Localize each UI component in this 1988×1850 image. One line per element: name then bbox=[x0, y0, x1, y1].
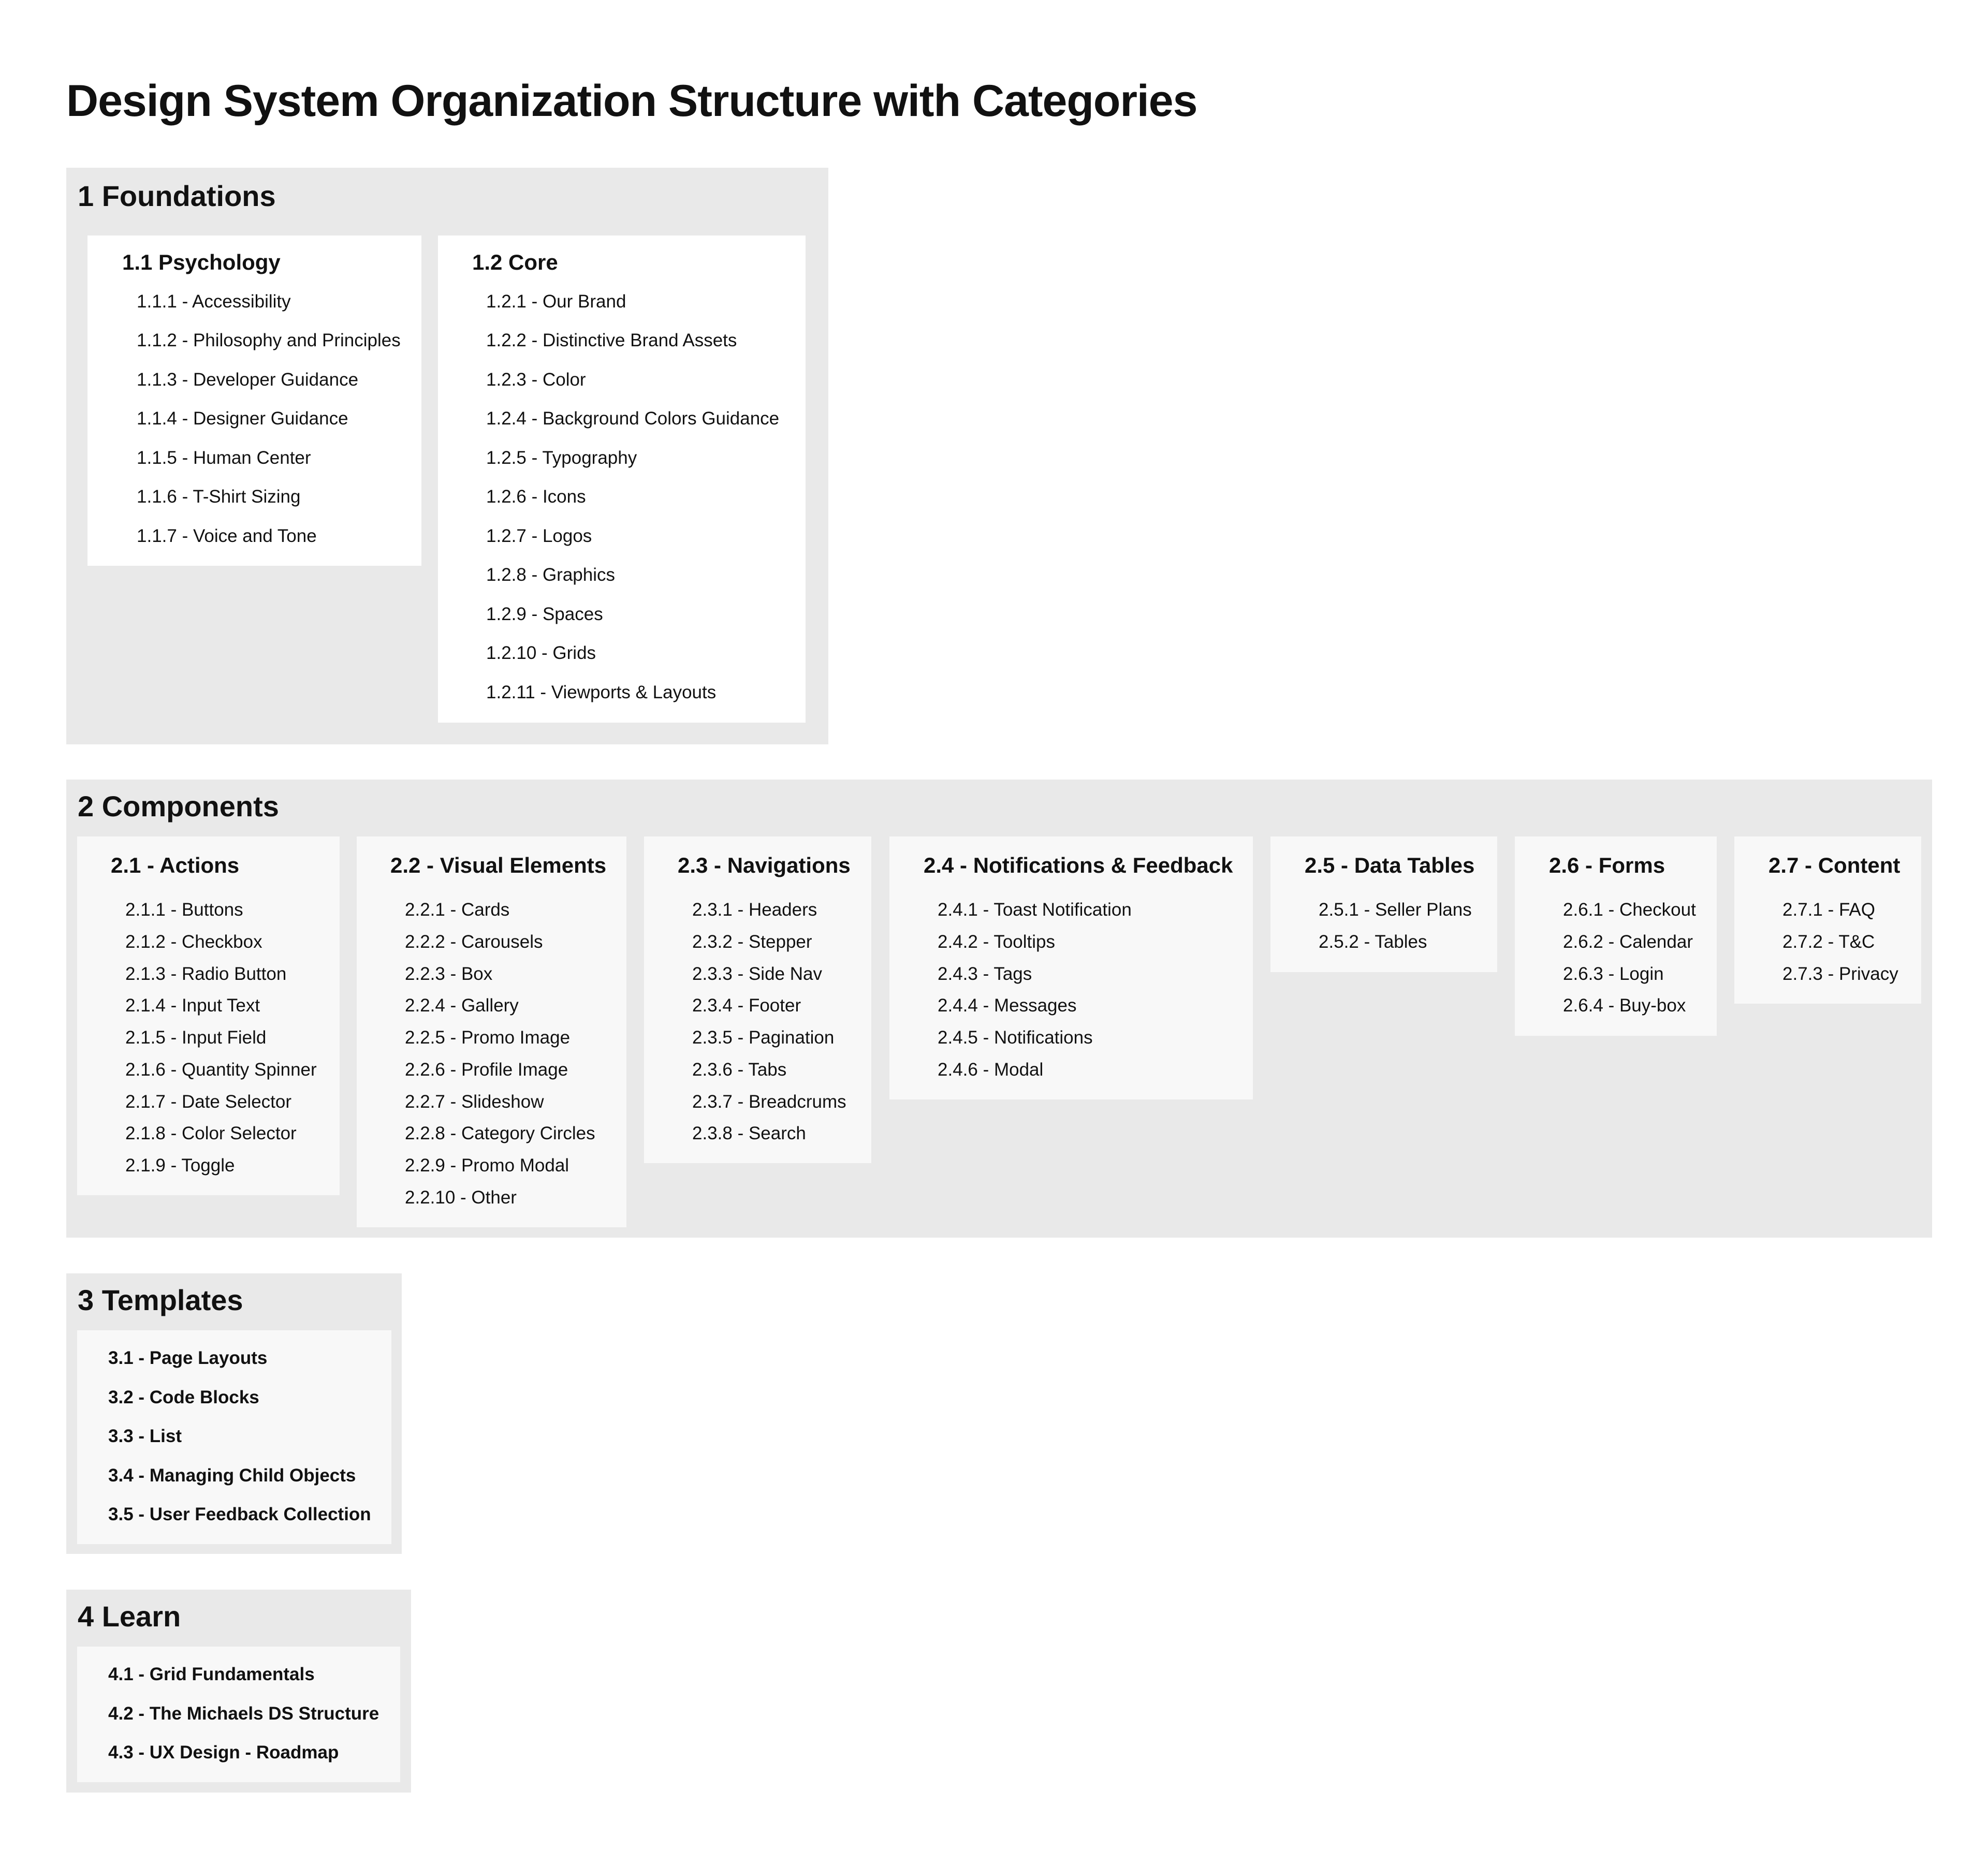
section-templates bbox=[66, 1273, 402, 1554]
section-components bbox=[66, 780, 1932, 1238]
list-item[interactable]: 2.2.7 - Slideshow bbox=[405, 1092, 544, 1112]
list-item[interactable]: 2.2.6 - Profile Image bbox=[405, 1060, 568, 1080]
list-item[interactable]: 2.2.10 - Other bbox=[405, 1187, 517, 1208]
list-item[interactable]: 2.6.2 - Calendar bbox=[1563, 932, 1693, 952]
list-item[interactable]: 2.3.1 - Headers bbox=[692, 900, 817, 920]
list-item[interactable]: 4.2 - The Michaels DS Structure bbox=[108, 1704, 379, 1724]
list-item[interactable]: 2.4.2 - Tooltips bbox=[938, 932, 1055, 952]
page-title: Design System Organization Structure with Categories bbox=[66, 76, 1197, 126]
list-item[interactable]: 1.1.7 - Voice and Tone bbox=[137, 526, 317, 546]
section-title: 4 Learn bbox=[78, 1600, 181, 1633]
group-title: 2.3 - Navigations bbox=[678, 853, 851, 877]
group-title: 2.7 - Content bbox=[1768, 853, 1901, 877]
list-item[interactable]: 1.2.10 - Grids bbox=[486, 643, 596, 663]
group-content bbox=[1734, 836, 1921, 1004]
list-item[interactable]: 2.5.2 - Tables bbox=[1319, 932, 1427, 952]
list-item[interactable]: 2.4.5 - Notifications bbox=[938, 1027, 1093, 1048]
list-item[interactable]: 2.2.2 - Carousels bbox=[405, 932, 543, 952]
list-item[interactable]: 3.4 - Managing Child Objects bbox=[108, 1465, 356, 1486]
list-item[interactable]: 1.2.3 - Color bbox=[486, 370, 586, 390]
list-item[interactable]: 1.1.5 - Human Center bbox=[137, 448, 311, 468]
group-core bbox=[438, 236, 806, 723]
section-title: 2 Components bbox=[78, 790, 279, 823]
list-item[interactable]: 1.1.1 - Accessibility bbox=[137, 291, 291, 312]
group-notifications-feedback bbox=[889, 836, 1253, 1099]
list-item[interactable]: 3.1 - Page Layouts bbox=[108, 1348, 268, 1368]
list-item[interactable]: 2.5.1 - Seller Plans bbox=[1319, 900, 1472, 920]
list-item[interactable]: 1.2.9 - Spaces bbox=[486, 604, 603, 624]
list-item[interactable]: 2.1.9 - Toggle bbox=[125, 1155, 235, 1176]
group-title: 2.4 - Notifications & Feedback bbox=[924, 853, 1233, 877]
list-item[interactable]: 2.7.3 - Privacy bbox=[1782, 964, 1898, 984]
templates-list bbox=[77, 1330, 391, 1544]
list-item[interactable]: 1.1.3 - Developer Guidance bbox=[137, 370, 359, 390]
group-title: 2.1 - Actions bbox=[111, 853, 240, 877]
section-title: 1 Foundations bbox=[78, 180, 276, 212]
group-title: 1.2 Core bbox=[472, 250, 558, 274]
list-item[interactable]: 2.2.5 - Promo Image bbox=[405, 1027, 571, 1048]
list-item[interactable]: 2.2.9 - Promo Modal bbox=[405, 1155, 569, 1176]
learn-list bbox=[77, 1647, 400, 1782]
list-item[interactable]: 2.4.4 - Messages bbox=[938, 995, 1077, 1016]
list-item[interactable]: 1.1.2 - Philosophy and Principles bbox=[137, 330, 401, 350]
list-item[interactable]: 2.4.3 - Tags bbox=[938, 964, 1032, 984]
list-item[interactable]: 1.2.8 - Graphics bbox=[486, 565, 615, 585]
list-item[interactable]: 2.4.6 - Modal bbox=[938, 1060, 1044, 1080]
list-item[interactable]: 2.1.8 - Color Selector bbox=[125, 1123, 297, 1143]
list-item[interactable]: 2.3.4 - Footer bbox=[692, 995, 801, 1016]
group-visual-elements bbox=[357, 836, 626, 1227]
list-item[interactable]: 2.7.1 - FAQ bbox=[1782, 900, 1875, 920]
list-item[interactable]: 2.3.2 - Stepper bbox=[692, 932, 812, 952]
list-item[interactable]: 2.1.3 - Radio Button bbox=[125, 964, 287, 984]
list-item[interactable]: 2.1.5 - Input Field bbox=[125, 1027, 267, 1048]
list-item[interactable]: 2.2.1 - Cards bbox=[405, 900, 510, 920]
group-title: 2.6 - Forms bbox=[1549, 853, 1665, 877]
list-item[interactable]: 2.2.3 - Box bbox=[405, 964, 493, 984]
list-item[interactable]: 2.3.3 - Side Nav bbox=[692, 964, 822, 984]
list-item[interactable]: 2.3.5 - Pagination bbox=[692, 1027, 835, 1048]
list-item[interactable]: 2.6.1 - Checkout bbox=[1563, 900, 1696, 920]
list-item[interactable]: 2.4.1 - Toast Notification bbox=[938, 900, 1132, 920]
group-title: 2.5 - Data Tables bbox=[1305, 853, 1475, 877]
list-item[interactable]: 2.1.6 - Quantity Spinner bbox=[125, 1060, 317, 1080]
group-title: 2.2 - Visual Elements bbox=[390, 853, 607, 877]
list-item[interactable]: 4.3 - UX Design - Roadmap bbox=[108, 1742, 339, 1763]
list-item[interactable]: 2.2.8 - Category Circles bbox=[405, 1123, 595, 1143]
list-item[interactable]: 1.2.1 - Our Brand bbox=[486, 291, 626, 312]
list-item[interactable]: 2.7.2 - T&C bbox=[1782, 932, 1875, 952]
list-item[interactable]: 2.3.8 - Search bbox=[692, 1123, 806, 1143]
list-item[interactable]: 2.6.3 - Login bbox=[1563, 964, 1664, 984]
group-psychology bbox=[87, 236, 421, 566]
list-item[interactable]: 2.1.1 - Buttons bbox=[125, 900, 243, 920]
group-title: 1.1 Psychology bbox=[122, 250, 281, 274]
group-actions bbox=[77, 836, 340, 1195]
list-item[interactable]: 2.3.6 - Tabs bbox=[692, 1060, 787, 1080]
list-item[interactable]: 1.2.2 - Distinctive Brand Assets bbox=[486, 330, 737, 350]
group-forms bbox=[1515, 836, 1717, 1036]
list-item[interactable]: 2.1.2 - Checkbox bbox=[125, 932, 262, 952]
list-item[interactable]: 2.3.7 - Breadcrums bbox=[692, 1092, 846, 1112]
list-item[interactable]: 3.5 - User Feedback Collection bbox=[108, 1504, 371, 1524]
list-item[interactable]: 2.1.4 - Input Text bbox=[125, 995, 260, 1016]
section-foundations bbox=[66, 168, 828, 744]
section-learn bbox=[66, 1590, 411, 1793]
list-item[interactable]: 1.2.11 - Viewports & Layouts bbox=[486, 682, 717, 702]
list-item[interactable]: 1.2.4 - Background Colors Guidance bbox=[486, 408, 780, 429]
list-item[interactable]: 1.2.5 - Typography bbox=[486, 448, 637, 468]
list-item[interactable]: 1.1.4 - Designer Guidance bbox=[137, 408, 348, 429]
list-item[interactable]: 2.2.4 - Gallery bbox=[405, 995, 519, 1016]
list-item[interactable]: 2.1.7 - Date Selector bbox=[125, 1092, 291, 1112]
list-item[interactable]: 4.1 - Grid Fundamentals bbox=[108, 1664, 315, 1684]
group-navigations bbox=[644, 836, 871, 1163]
list-item[interactable]: 3.2 - Code Blocks bbox=[108, 1387, 259, 1407]
group-data-tables bbox=[1270, 836, 1497, 972]
list-item[interactable]: 1.2.7 - Logos bbox=[486, 526, 592, 546]
section-title: 3 Templates bbox=[78, 1284, 243, 1316]
list-item[interactable]: 2.6.4 - Buy-box bbox=[1563, 995, 1686, 1016]
list-item[interactable]: 3.3 - List bbox=[108, 1426, 182, 1446]
list-item[interactable]: 1.1.6 - T-Shirt Sizing bbox=[137, 487, 301, 507]
list-item[interactable]: 1.2.6 - Icons bbox=[486, 487, 586, 507]
